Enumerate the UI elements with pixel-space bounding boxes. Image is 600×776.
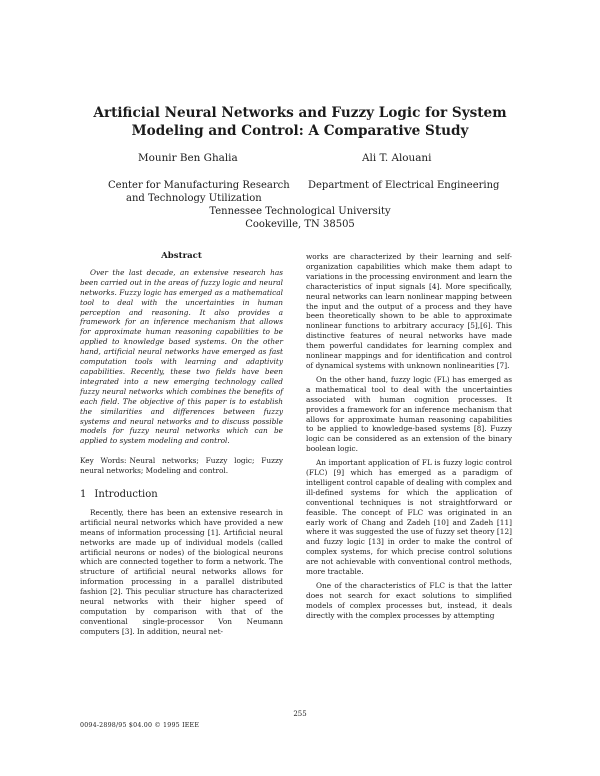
abstract-text: Over the last decade, an extensive research has been carried out in the areas of fuzzy logic and neural networks. Fuzzy logic has emerged as a mathematical tool to deal with the uncertainties in human perception and reasoning. It also provides a framework for an inference mechanism that allows for approximate human reasoning capabilities to be applied to knowledge based systems. On the other hand, artificial neural networks have emerged as fast computation tools with learning and adaptivity capabilities. Recently, these two fields have been integrated into a new emerging technology called fuzzy neural networks which combines the benefits of each field. The objective of this paper is to establish the similarities and differences between fuzzy systems and neural networks and to discuss possible models for fuzzy neural networks which can be applied to system modeling and control. (80, 267, 283, 446)
section-title: Introduction (94, 489, 158, 501)
author-2: Ali T. Alouani (362, 152, 432, 164)
keywords-text: Neural networks; Fuzzy logic; Fuzzy neural networks; Modeling and control. (80, 456, 283, 476)
title-line-1: Artificial Neural Networks and Fuzzy Logic for System (93, 105, 507, 121)
page-number: 255 (293, 710, 307, 718)
copyright-line: 0094-2898/95 $04.00 © 1995 IEEE (80, 722, 200, 729)
keywords-label: Key Words: (80, 456, 127, 466)
right-paragraph-3: An important application of FL is fuzzy logic control (FLC) [9] which has emerged as a paradigm of intelligent control capable of dealing with complex and ill-defined systems for which the application of conventional techniques is not straightforward or feasible. The concept of FLC was originated in an early work of Chang and Zadeh [10] and Zadeh [11] where it was suggested the use of fuzzy set theory [12] and fuzzy logic [13] in order to make the control of complex systems, for which precise control solutions are not achievable with conventional control methods, more tractable. (306, 458, 512, 577)
affiliation-1-line-2: and Technology Utilization (126, 193, 262, 204)
abstract-heading: Abstract (161, 251, 202, 261)
intro-paragraph-1: Recently, there has been an extensive research in artificial neural networks which have provided a new means of information processing [1]. Artificial neural networks are made up of individual models (called artificial neurons or nodes) of the biological neurons which are connected together to form a network. The structure of artificial neural networks allows for information processing in a parallel distributed fashion [2]. This peculiar structure has characterized neural networks with their higher speed of computation by comparison with that of the conventional single-processor Von Neumann computers [3]. In addition, neural net- (80, 507, 283, 636)
affiliation-2: Department of Electrical Engineering (308, 180, 500, 191)
right-column (306, 252, 512, 621)
university-name: Tennessee Technological University (209, 206, 391, 217)
right-paragraph-4: One of the characteristics of FLC is that the latter does not search for exact solutions to simplified models of complex processes but, instead, it deals directly with the complex processes by attempting (306, 581, 512, 620)
title-line-2: Modeling and Control: A Comparative Study (131, 123, 469, 139)
author-1: Mounir Ben Ghalia (138, 152, 238, 164)
section-number: 1 (80, 489, 87, 501)
section-heading-introduction (80, 490, 283, 500)
paper-title (60, 104, 540, 140)
left-column (80, 252, 283, 637)
university-block (150, 205, 450, 231)
affiliation-1 (108, 179, 298, 205)
right-paragraph-2: On the other hand, fuzzy logic (FL) has emerged as a mathematical tool to deal with the uncertainties associated with human cognition processes. It provides a framework for an inference mechanism that allows for approximate human reasoning capabilities to be applied to knowledge-based systems [8]. Fuzzy logic can be considered as an extension of the binary boolean logic. (306, 374, 512, 454)
affiliation-1-line-1: Center for Manufacturing Research (108, 180, 290, 191)
right-paragraph-1: works are characterized by their learning and self-organization capabilities which make them adapt to variations in the processing environment and learn the characteristics of input signals [4]. More specifically, neural networks can learn nonlinear mapping between the input and the output of a process and they have been theoretically shown to be able to approximate nonlinear functions to arbitrary accuracy [5],[6]. This distinctive features of neural networks have made them powerful candidates for learning complex and nonlinear mappings and for identification and control of dynamical systems with unknown nonlinearities [7]. (306, 252, 512, 370)
keywords-paragraph (80, 456, 283, 476)
university-city: Cookeville, TN 38505 (245, 219, 355, 230)
